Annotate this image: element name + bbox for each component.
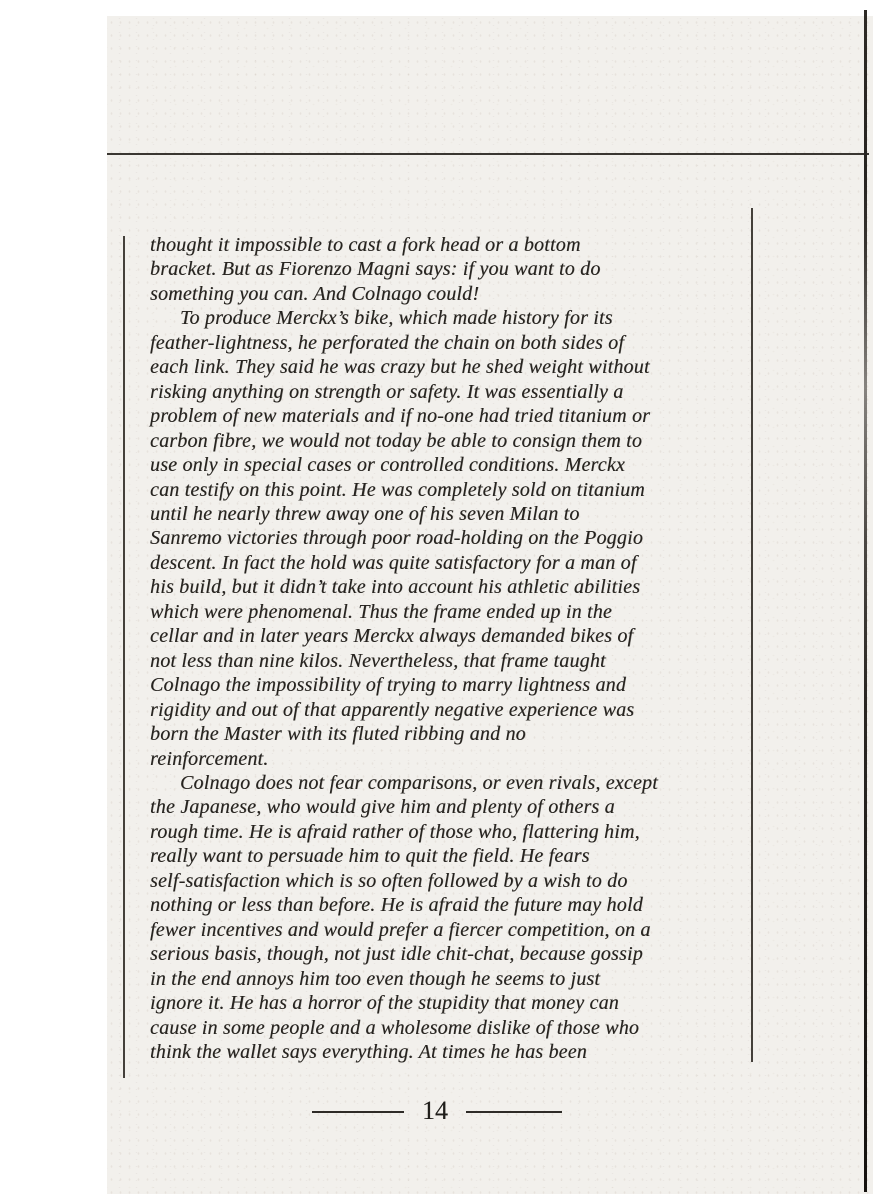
text-line: cause in some people and a wholesome dislike of those who — [150, 1016, 640, 1039]
text-line: bracket. But as Fiorenzo Magni says: if you want to do — [150, 258, 601, 281]
text-line: fewer incentives and would prefer a fiercer competition, on a — [150, 918, 651, 941]
text-line: descent. In fact the hold was quite satisfactory for a man of — [150, 551, 637, 574]
body-text — [150, 233, 750, 1064]
text-line: each link. They said he was crazy but he shed weight without — [150, 356, 650, 379]
column-rule-left — [123, 236, 125, 1078]
text-line: To produce Merckx’s bike, which made history for its — [180, 307, 613, 330]
text-line: nothing or less than before. He is afraid the future may hold — [150, 894, 643, 917]
text-line: serious basis, though, not just idle chit-chat, because gossip — [150, 943, 643, 966]
header-rule — [107, 153, 869, 155]
footer-rule-left — [312, 1111, 404, 1113]
column-rule-right — [751, 208, 753, 1062]
text-line: think the wallet says everything. At times he has been — [150, 1040, 588, 1063]
text-line: really want to persuade him to quit the field. He fears — [150, 845, 590, 868]
text-line: which were phenomenal. Thus the frame ended up in the — [150, 600, 613, 623]
text-line: reinforcement. — [150, 747, 269, 770]
footer-rule-right — [466, 1111, 562, 1113]
text-line: risking anything on strength or safety. It was essentially a — [150, 380, 624, 403]
text-line: his build, but it didn’t take into account his athletic abilities — [150, 576, 641, 599]
text-line: can testify on this point. He was completely sold on titanium — [150, 478, 645, 501]
text-line: Sanremo victories through poor road-holding on the Poggio — [150, 527, 644, 550]
text-line: ignore it. He has a horror of the stupidity that money can — [150, 992, 619, 1015]
page-number: 14 — [422, 1096, 448, 1125]
page-footer — [123, 1096, 751, 1126]
text-line: cellar and in later years Merckx always demanded bikes of — [150, 625, 634, 648]
text-line: born the Master with its fluted ribbing and no — [150, 723, 526, 746]
text-line: not less than nine kilos. Nevertheless, that frame taught — [150, 649, 606, 672]
text-line: in the end annoys him too even though he seems to just — [150, 967, 601, 990]
text-line: feather-lightness, he perforated the chain on both sides of — [150, 331, 625, 354]
text-line: self-satisfaction which is so often followed by a wish to do — [150, 869, 628, 892]
text-line: carbon fibre, we would not today be able to consign them to — [150, 429, 643, 452]
text-line: Colnago the impossibility of trying to marry lightness and — [150, 674, 627, 697]
text-line: the Japanese, who would give him and plenty of others a — [150, 796, 615, 819]
text-line: Colnago does not fear comparisons, or even rivals, except — [180, 771, 658, 794]
text-line: thought it impossible to cast a fork head or a bottom — [150, 234, 581, 256]
text-line: until he nearly threw away one of his seven Milan to — [150, 502, 580, 525]
text-line: something you can. And Colnago could! — [150, 282, 480, 305]
text-line: rigidity and out of that apparently negative experience was — [150, 698, 635, 721]
text-line: rough time. He is afraid rather of those who, flattering him, — [150, 820, 640, 843]
text-line: use only in special cases or controlled conditions. Merckx — [150, 454, 626, 477]
scan-edge-line — [864, 10, 867, 1192]
text-line: problem of new materials and if no-one had tried titanium or — [150, 405, 651, 428]
